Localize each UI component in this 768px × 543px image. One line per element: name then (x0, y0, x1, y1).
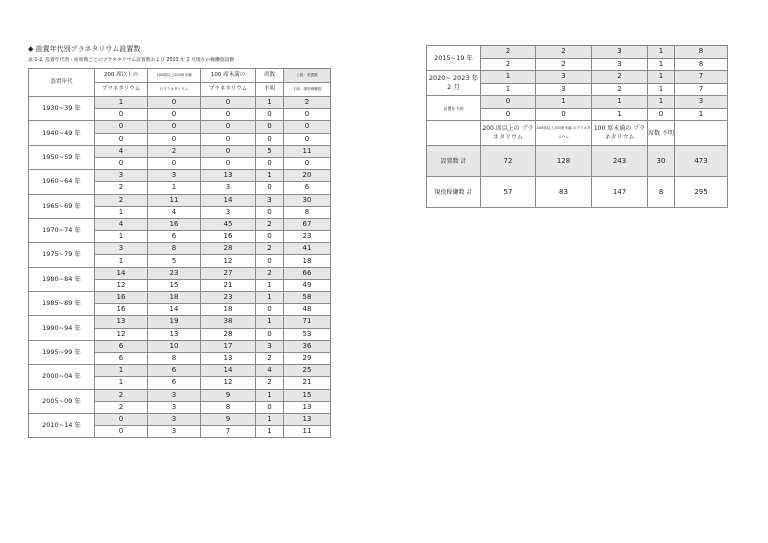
active-count-cell: 1 (95, 231, 148, 243)
active-count-cell: 1 (481, 83, 536, 96)
active-count-cell: 14 (148, 304, 201, 316)
active-count-cell: 2 (536, 58, 592, 71)
installed-count-cell: 3 (675, 96, 728, 109)
header-col3-a: 100 席未満の (201, 69, 256, 83)
active-count-cell: 0 (95, 133, 148, 145)
active-count-cell: 0 (256, 157, 284, 169)
installed-count-cell: 1 (256, 316, 284, 328)
installed-count-cell: 45 (201, 218, 256, 230)
active-count-cell: 0 (95, 109, 148, 121)
active-count-cell: 48 (284, 304, 331, 316)
active-count-cell: 21 (201, 279, 256, 291)
right-header-col5 (675, 121, 728, 146)
installed-count-cell: 16 (95, 292, 148, 304)
installed-count-cell: 2 (256, 243, 284, 255)
installed-count-cell: 41 (284, 243, 331, 255)
active-count-cell: 6 (148, 231, 201, 243)
installed-count-cell: 3 (95, 243, 148, 255)
header-col1-a: 200 席以上の (95, 69, 148, 83)
table-row-installed (29, 194, 331, 206)
period-label: 2000~04 年 (29, 365, 95, 389)
table-caption: 表 1-2. 設置年代別・座席数ごとのプラネタリウム設置数および 2023 年 2 月現在の稼働施設数 (28, 58, 235, 63)
active-count-cell: 0 (201, 157, 256, 169)
installed-count-cell: 13 (201, 170, 256, 182)
installed-count-cell: 1 (95, 365, 148, 377)
right-header-col4: 席数 不明 (648, 121, 675, 146)
period-label: 1975~79 年 (29, 243, 95, 267)
active-count-cell: 28 (201, 328, 256, 340)
active-count-cell: 3 (148, 401, 201, 413)
installed-count-cell: 15 (284, 389, 331, 401)
installed-count-cell: 16 (148, 218, 201, 230)
table-row-installed (29, 218, 331, 230)
table-row-installed (29, 292, 331, 304)
installed-count-cell: 9 (201, 413, 256, 425)
installed-count-cell: 58 (284, 292, 331, 304)
table-row-installed (427, 46, 728, 59)
active-count-cell: 0 (201, 109, 256, 121)
installed-count-cell: 0 (481, 96, 536, 109)
active-count-cell: 3 (201, 206, 256, 218)
active-count-cell: 3 (201, 182, 256, 194)
installed-count-cell: 1 (481, 71, 536, 84)
right-header-col2: 100席以上200席未満 のプラネタリウム (536, 121, 592, 146)
active-count-cell: 1 (256, 426, 284, 438)
installed-count-cell: 0 (256, 121, 284, 133)
header-col5-a: 上段：設置数 (284, 69, 331, 83)
right-header-col3: 100 席未満の プラネタリウム (592, 121, 648, 146)
table-row-installed (29, 316, 331, 328)
active-count-cell: 8 (201, 401, 256, 413)
header-col1-b: プラネタリウム (95, 83, 148, 97)
installed-count-cell: 28 (201, 243, 256, 255)
total-active-cell: 83 (536, 177, 592, 208)
installed-count-cell: 14 (201, 194, 256, 206)
installed-count-cell: 2 (256, 267, 284, 279)
active-count-cell: 11 (284, 426, 331, 438)
installed-count-cell: 1 (592, 96, 648, 109)
installed-count-cell: 0 (95, 413, 148, 425)
installed-count-cell: 11 (148, 194, 201, 206)
installed-count-cell: 3 (256, 340, 284, 352)
installed-count-cell: 3 (148, 170, 201, 182)
active-count-cell: 2 (481, 58, 536, 71)
installed-count-cell: 3 (148, 413, 201, 425)
total-installed-cell: 72 (481, 146, 536, 177)
period-label: 2015~19 年 (427, 46, 481, 71)
installed-count-cell: 13 (284, 413, 331, 425)
installed-count-cell: 71 (284, 316, 331, 328)
active-count-cell: 0 (148, 133, 201, 145)
active-count-cell: 21 (284, 377, 331, 389)
installed-count-cell: 23 (148, 267, 201, 279)
header-col2-a: 100席以上200席未満 (148, 69, 201, 83)
installed-count-cell: 4 (256, 365, 284, 377)
installed-count-cell: 3 (592, 46, 648, 59)
active-count-cell: 0 (201, 133, 256, 145)
active-count-cell: 18 (284, 255, 331, 267)
period-label: 1930~39 年 (29, 97, 95, 121)
right-table-body (427, 46, 728, 121)
active-count-cell: 6 (148, 377, 201, 389)
installed-count-cell: 1 (95, 97, 148, 109)
total-installed-label: 設置数 計 (427, 146, 481, 177)
active-count-cell: 6 (95, 352, 148, 364)
installed-count-cell: 27 (201, 267, 256, 279)
active-count-cell: 0 (256, 401, 284, 413)
total-active-cell: 57 (481, 177, 536, 208)
active-count-cell: 2 (592, 83, 648, 96)
active-count-cell: 3 (592, 58, 648, 71)
active-count-cell: 0 (148, 157, 201, 169)
active-count-cell: 13 (148, 328, 201, 340)
period-label: 1995~99 年 (29, 340, 95, 364)
active-count-cell: 0 (256, 231, 284, 243)
active-count-cell: 12 (95, 328, 148, 340)
active-count-cell: 5 (148, 255, 201, 267)
installed-count-cell: 1 (256, 97, 284, 109)
active-count-cell: 23 (284, 231, 331, 243)
table-row-installed (29, 121, 331, 133)
installed-count-cell: 0 (201, 97, 256, 109)
active-count-cell: 1 (95, 206, 148, 218)
active-count-cell: 29 (284, 352, 331, 364)
installed-count-cell: 17 (201, 340, 256, 352)
active-count-cell: 16 (201, 231, 256, 243)
active-count-cell: 16 (95, 304, 148, 316)
installed-count-cell: 2 (95, 389, 148, 401)
table-row-installed (29, 145, 331, 157)
active-count-cell: 0 (256, 328, 284, 340)
period-label: 2005~09 年 (29, 389, 95, 413)
period-label: 1985~89 年 (29, 292, 95, 316)
table-row-installed (427, 96, 728, 109)
installed-count-cell: 13 (95, 316, 148, 328)
installed-count-cell: 2 (592, 71, 648, 84)
installed-count-cell: 2 (536, 46, 592, 59)
installed-count-cell: 1 (256, 170, 284, 182)
table-row-installed (29, 413, 331, 425)
left-table-body (29, 69, 331, 438)
active-count-cell: 8 (284, 206, 331, 218)
installed-count-cell: 1 (648, 71, 675, 84)
installed-count-cell: 7 (675, 71, 728, 84)
installed-count-cell: 20 (284, 170, 331, 182)
active-count-cell: 0 (284, 133, 331, 145)
installed-count-cell: 19 (148, 316, 201, 328)
period-label: 1990~94 年 (29, 316, 95, 340)
table-row-installed (29, 267, 331, 279)
active-count-cell: 4 (148, 206, 201, 218)
table-row-installed (29, 389, 331, 401)
header-col3-b: プラネタリウム (201, 83, 256, 97)
active-count-cell: 1 (95, 255, 148, 267)
installed-count-cell: 1 (648, 96, 675, 109)
active-count-cell: 0 (481, 108, 536, 121)
installed-count-cell: 18 (148, 292, 201, 304)
installed-count-cell: 1 (536, 96, 592, 109)
installed-count-cell: 66 (284, 267, 331, 279)
active-count-cell: 0 (95, 426, 148, 438)
installed-count-cell: 2 (481, 46, 536, 59)
installed-count-cell: 8 (675, 46, 728, 59)
period-label: 1950~59 年 (29, 145, 95, 169)
active-count-cell: 1 (675, 108, 728, 121)
active-count-cell: 15 (148, 279, 201, 291)
header-col5-b: 下段：現役稼働数 (284, 83, 331, 97)
period-label: 1970~74 年 (29, 218, 95, 242)
period-label: 1940~49 年 (29, 121, 95, 145)
total-installed-cell: 128 (536, 146, 592, 177)
header-col2-b: のプラネタリウム (148, 83, 201, 97)
period-label: 2020~ 2023 年 2 月 (427, 71, 481, 96)
section-heading: ◆ 設置年代別プラネタリウム設置数 (28, 45, 141, 53)
installed-count-cell: 23 (201, 292, 256, 304)
active-count-cell: 0 (648, 108, 675, 121)
installed-count-cell: 0 (148, 121, 201, 133)
header-period: 設置年代 (29, 69, 95, 97)
active-count-cell: 13 (284, 401, 331, 413)
active-count-cell: 8 (675, 58, 728, 71)
installed-count-cell: 2 (148, 145, 201, 157)
period-label: 設置年不明 (427, 96, 481, 121)
active-count-cell: 1 (256, 279, 284, 291)
total-installed-cell: 243 (592, 146, 648, 177)
active-count-cell: 0 (256, 133, 284, 145)
installed-count-cell: 4 (95, 145, 148, 157)
active-count-cell: 2 (95, 401, 148, 413)
right-table (426, 45, 728, 208)
installed-count-cell: 9 (201, 389, 256, 401)
installed-count-cell: 3 (95, 170, 148, 182)
installed-count-cell: 8 (148, 243, 201, 255)
active-count-cell: 2 (256, 352, 284, 364)
total-active-label: 現役稼働数 計 (427, 177, 481, 208)
right-header-col1: 200 席以上の プラネタリウム (481, 121, 536, 146)
active-count-cell: 0 (148, 109, 201, 121)
right-header-blank (427, 121, 481, 146)
left-table (28, 68, 331, 438)
installed-count-cell: 11 (284, 145, 331, 157)
installed-count-cell: 1 (648, 46, 675, 59)
installed-count-cell: 38 (201, 316, 256, 328)
active-count-cell: 53 (284, 328, 331, 340)
installed-count-cell: 2 (256, 218, 284, 230)
active-count-cell: 0 (284, 109, 331, 121)
installed-count-cell: 0 (201, 145, 256, 157)
header-col4-a: 席数 (256, 69, 284, 83)
installed-count-cell: 6 (95, 340, 148, 352)
total-installed-cell: 473 (675, 146, 728, 177)
active-count-cell: 1 (648, 83, 675, 96)
installed-count-cell: 0 (201, 121, 256, 133)
total-installed-cell: 30 (648, 146, 675, 177)
total-active-row (427, 177, 728, 208)
right-table-footer (427, 121, 728, 208)
installed-count-cell: 3 (256, 194, 284, 206)
active-count-cell: 13 (201, 352, 256, 364)
total-active-cell: 295 (675, 177, 728, 208)
active-count-cell: 8 (148, 352, 201, 364)
installed-count-cell: 36 (284, 340, 331, 352)
installed-count-cell: 3 (148, 389, 201, 401)
installed-count-cell: 0 (284, 121, 331, 133)
table-row-installed (427, 71, 728, 84)
installed-count-cell: 0 (95, 121, 148, 133)
active-count-cell: 0 (256, 255, 284, 267)
active-count-cell: 0 (256, 109, 284, 121)
period-label: 1980~84 年 (29, 267, 95, 291)
active-count-cell: 0 (284, 157, 331, 169)
installed-count-cell: 67 (284, 218, 331, 230)
active-count-cell: 0 (95, 157, 148, 169)
installed-count-cell: 2 (95, 194, 148, 206)
active-count-cell: 0 (536, 108, 592, 121)
period-label: 2010~14 年 (29, 413, 95, 437)
installed-count-cell: 14 (95, 267, 148, 279)
active-count-cell: 7 (201, 426, 256, 438)
active-count-cell: 49 (284, 279, 331, 291)
installed-count-cell: 14 (201, 365, 256, 377)
active-count-cell: 1 (95, 377, 148, 389)
table-row-installed (29, 243, 331, 255)
period-label: 1960~64 年 (29, 170, 95, 194)
active-count-cell: 12 (95, 279, 148, 291)
installed-count-cell: 4 (95, 218, 148, 230)
installed-count-cell: 0 (148, 97, 201, 109)
active-count-cell: 1 (648, 58, 675, 71)
header-col4-b: 不明 (256, 83, 284, 97)
active-count-cell: 7 (675, 83, 728, 96)
active-count-cell: 6 (284, 182, 331, 194)
installed-count-cell: 1 (256, 413, 284, 425)
installed-count-cell: 1 (256, 292, 284, 304)
total-active-cell: 147 (592, 177, 648, 208)
table-row-installed (29, 97, 331, 109)
installed-count-cell: 5 (256, 145, 284, 157)
total-installed-row (427, 146, 728, 177)
active-count-cell: 1 (592, 108, 648, 121)
active-count-cell: 18 (201, 304, 256, 316)
active-count-cell: 12 (201, 377, 256, 389)
table-row-installed (29, 365, 331, 377)
installed-count-cell: 2 (284, 97, 331, 109)
active-count-cell: 3 (148, 426, 201, 438)
installed-count-cell: 30 (284, 194, 331, 206)
table-row-installed (29, 170, 331, 182)
installed-count-cell: 10 (148, 340, 201, 352)
active-count-cell: 2 (256, 377, 284, 389)
active-count-cell: 12 (201, 255, 256, 267)
installed-count-cell: 3 (536, 71, 592, 84)
installed-count-cell: 25 (284, 365, 331, 377)
installed-count-cell: 1 (256, 389, 284, 401)
total-active-cell: 8 (648, 177, 675, 208)
active-count-cell: 1 (148, 182, 201, 194)
table-row-installed (29, 340, 331, 352)
active-count-cell: 0 (256, 182, 284, 194)
active-count-cell: 3 (536, 83, 592, 96)
active-count-cell: 0 (256, 304, 284, 316)
installed-count-cell: 6 (148, 365, 201, 377)
period-label: 1965~69 年 (29, 194, 95, 218)
active-count-cell: 0 (256, 206, 284, 218)
active-count-cell: 2 (95, 182, 148, 194)
